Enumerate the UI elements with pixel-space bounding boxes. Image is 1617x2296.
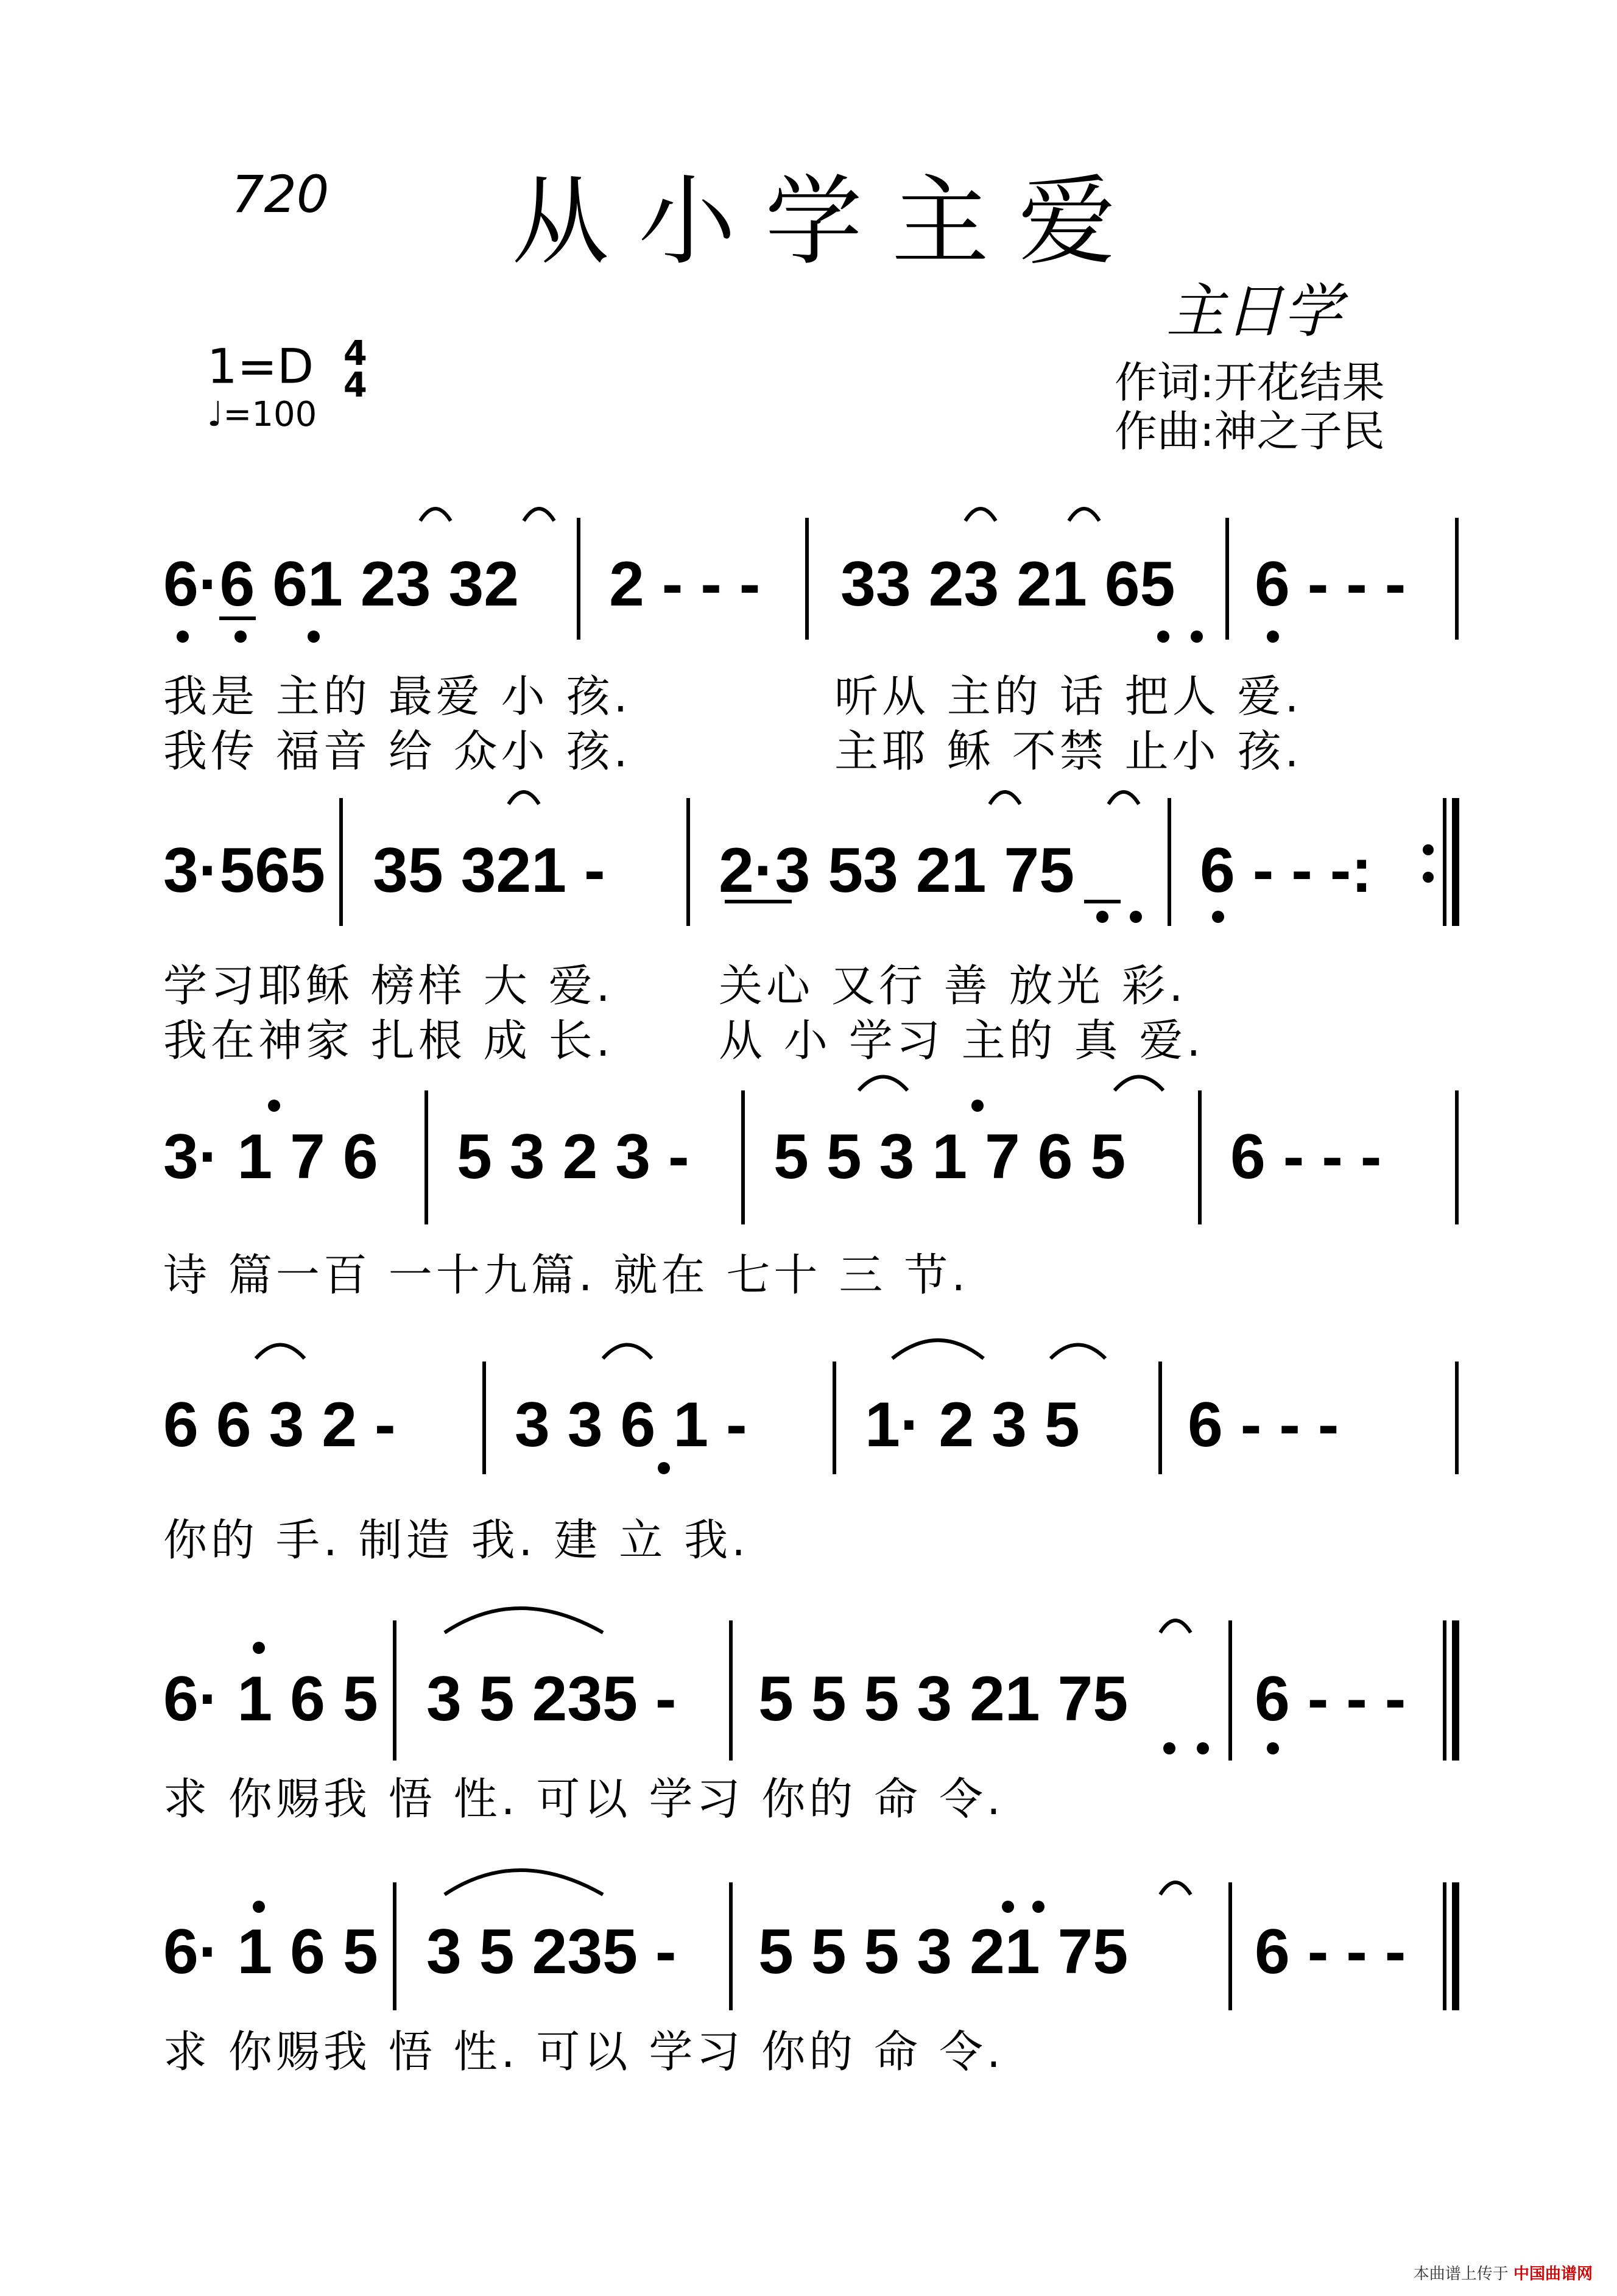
octave-dot (1267, 631, 1279, 643)
slur (990, 792, 1020, 804)
slur (256, 1345, 305, 1359)
notes-l2-m3: 2·3 53 21 75 (719, 835, 1075, 906)
notes-l3-m1: 3· 1 7 6 (163, 1122, 378, 1192)
tempo-value: =100 (223, 395, 317, 434)
song-subtitle: 主日学 (1166, 277, 1342, 345)
notes-l2-m1: 3·565 (163, 835, 325, 906)
octave-dot (1197, 1742, 1209, 1754)
slur (524, 509, 554, 521)
notes-l6-m1: 6· 1 6 5 (163, 1916, 378, 1987)
slur (1115, 1077, 1163, 1091)
slur (445, 1608, 603, 1633)
notes-l2-m2: 35 321 - (373, 835, 605, 906)
notes-l5-m3: 5 5 5 3 21 75 (758, 1664, 1129, 1734)
notes-l6-m3: 5 5 5 3 21 75 (758, 1916, 1129, 1987)
notes-l1-m3: 33 23 21 65 (840, 549, 1175, 620)
time-bottom: 4 (343, 366, 367, 405)
lyrics-l2-v1-a: 学习耶稣 榜样 大 爱. (163, 960, 614, 1011)
slur (1051, 1345, 1105, 1359)
notes-l5-m4: 6 - - - (1255, 1664, 1406, 1734)
lyrics-l2-v2-b: 从 小 学习 主的 真 爱. (719, 1015, 1205, 1066)
slur (1160, 1882, 1191, 1895)
octave-dot (234, 631, 247, 643)
slur (1069, 509, 1099, 521)
octave-dot (177, 631, 189, 643)
lyrics-l5: 求 你赐我 悟 性. 可以 学习 你的 命 令. (163, 1773, 1004, 1824)
slur (892, 1340, 984, 1358)
notes-l5-m1: 6· 1 6 5 (163, 1664, 378, 1734)
lyrics-l3: 诗 篇一百 一十九篇. 就在 七十 三 节. (163, 1249, 970, 1301)
octave-dot (268, 1100, 280, 1112)
lyrics-l2-v1-b: 关心 又行 善 放光 彩. (719, 960, 1187, 1011)
lyrics-l1-v1-b: 听从 主的 话 把人 爱. (834, 671, 1303, 722)
octave-dot (308, 631, 320, 643)
footer-text: 本曲谱上传于 (1413, 2265, 1509, 2283)
slur (603, 1345, 652, 1359)
octave-dot (253, 1901, 265, 1913)
octave-dot (1267, 1742, 1279, 1754)
song-title: 从小学主爱 (512, 164, 1146, 278)
lyrics-l1-v1-a: 我是 主的 最爱 小 孩. (163, 671, 632, 722)
octave-dot (1032, 1901, 1045, 1913)
slur (1160, 1620, 1191, 1633)
lyrics-l4: 你的 手. 制造 我. 建 立 我. (163, 1514, 749, 1566)
notes-l5-m2: 3 5 235 - (426, 1664, 677, 1734)
time-top: 4 (343, 334, 367, 373)
notes-l4-m2: 3 3 6 1 - (515, 1390, 747, 1460)
lyrics-l2-v2-a: 我在神家 扎根 成 长. (163, 1015, 614, 1066)
slur (1108, 792, 1139, 804)
slur (509, 792, 539, 804)
composer-credit: 作曲:神之子民 (1115, 406, 1385, 456)
slur (859, 1077, 907, 1091)
octave-dot (658, 1462, 670, 1474)
lyrics-l1-v2-a: 我传 福音 给 众小 孩. (163, 726, 632, 777)
notes-l4-m1: 6 6 3 2 - (163, 1390, 396, 1460)
lyrics-l1-v2-b: 主耶 稣 不禁 止小 孩. (834, 726, 1303, 777)
octave-dot (1130, 911, 1142, 923)
notes-l1-m4: 6 - - - (1255, 549, 1406, 620)
notes-l2-m4: 6 - - -: (1200, 835, 1373, 906)
song-number: 720 (231, 164, 329, 224)
notes-l1-m1: 6·6 61 23 32 (163, 549, 520, 620)
slur (965, 509, 996, 521)
octave-dot (253, 1642, 265, 1654)
notes-l6-m4: 6 - - - (1255, 1916, 1406, 1987)
key-label: 1=D (207, 339, 314, 395)
notes-l6-m2: 3 5 235 - (426, 1916, 677, 1987)
quarter-note-icon: ♩ (207, 395, 224, 434)
footer-credit (1414, 2261, 1593, 2284)
lyricist-credit: 作词:开花结果 (1115, 358, 1385, 408)
repeat-dot (1423, 872, 1434, 883)
notes-l3-m3: 5 5 3 1 7 6 5 (773, 1122, 1126, 1192)
octave-dot (1212, 911, 1224, 923)
notes-l3-m4: 6 - - - (1230, 1122, 1382, 1192)
octave-dot (1163, 1742, 1175, 1754)
slur (420, 509, 451, 521)
octave-dot (1191, 631, 1203, 643)
notes-l1-m2: 2 - - - (609, 549, 761, 620)
octave-dot (1157, 631, 1169, 643)
site-brand[interactable]: 中国曲谱网 (1513, 2265, 1593, 2283)
notes-l3-m2: 5 3 2 3 - (457, 1122, 689, 1192)
slur (445, 1870, 603, 1895)
lyrics-l6: 求 你赐我 悟 性. 可以 学习 你的 命 令. (163, 2026, 1004, 2077)
octave-dot (1096, 911, 1108, 923)
notes-l4-m4: 6 - - - (1188, 1390, 1339, 1460)
octave-dot (1002, 1901, 1014, 1913)
octave-dot (971, 1100, 984, 1112)
notes-l4-m3: 1· 2 3 5 (865, 1390, 1080, 1460)
repeat-dot (1423, 844, 1434, 855)
